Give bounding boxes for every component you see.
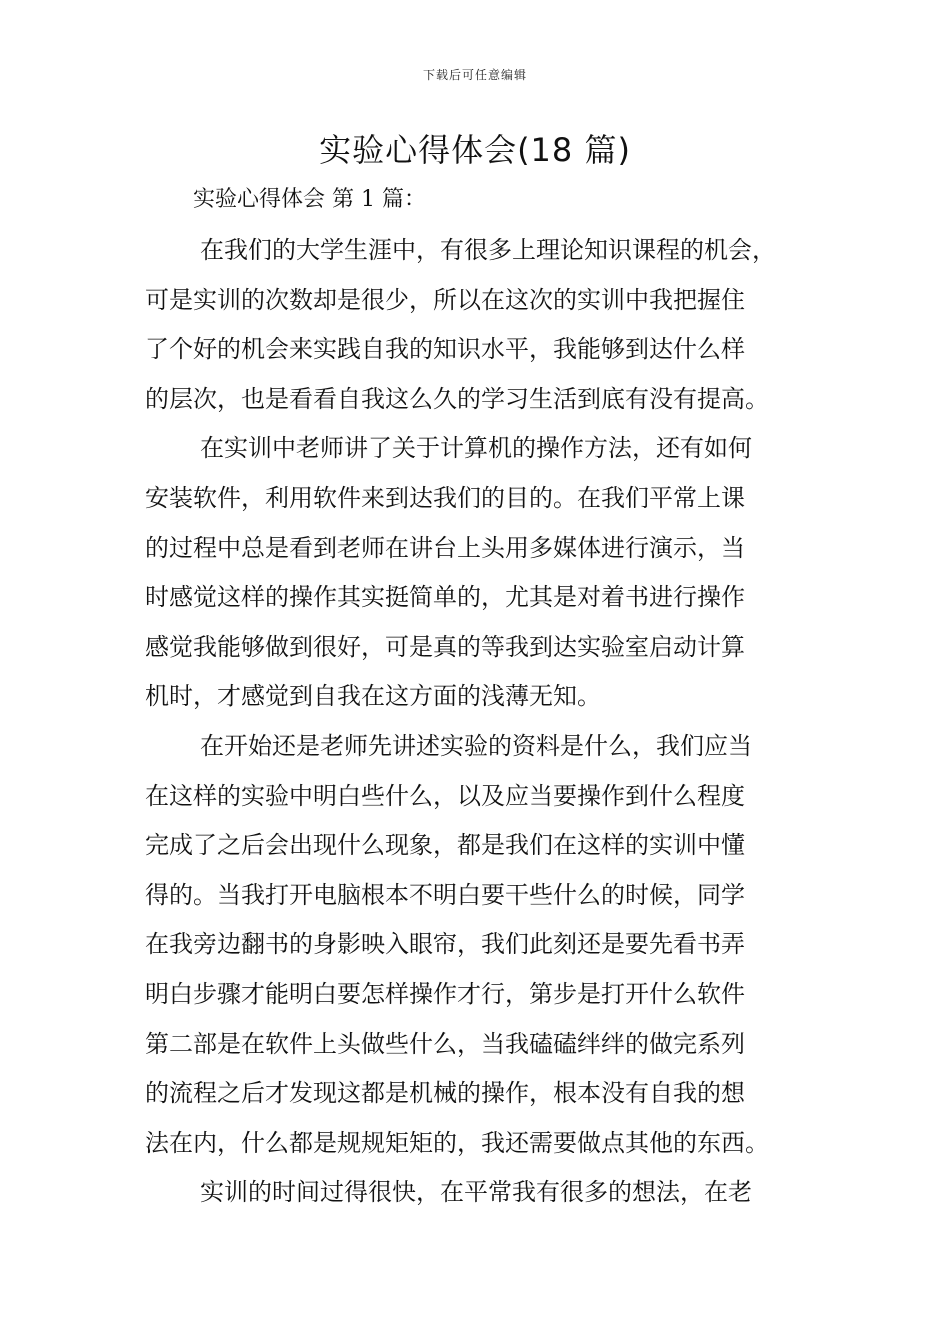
paragraph-line: 在这样的实验中明白些什么，以及应当要操作到什么程度 xyxy=(145,781,745,810)
paragraph-line: 可是实训的次数却是很少，所以在这次的实训中我把握住 xyxy=(145,285,745,314)
paragraph-line: 的层次，也是看看自我这么久的学习生活到底有没有提高。 xyxy=(145,384,769,413)
header-note: 下载后可任意编辑 xyxy=(422,68,527,82)
paragraph-line: 在实训中老师讲了关于计算机的操作方法，还有如何 xyxy=(200,434,752,463)
paragraph-line: 了个好的机会来实践自我的知识水平，我能够到达什么样 xyxy=(145,335,745,364)
paragraph-line: 完成了之后会出现什么现象，都是我们在这样的实训中懂 xyxy=(145,831,745,860)
paragraph-line: 第二部是在软件上头做些什么，当我磕磕绊绊的做完系列 xyxy=(145,1029,745,1058)
document-title: 实验心得体会(18 篇) xyxy=(319,131,631,169)
paragraph-line: 的流程之后才发现这都是机械的操作，根本没有自我的想 xyxy=(145,1079,745,1108)
paragraph-line: 实训的时间过得很快，在平常我有很多的想法，在老 xyxy=(200,1178,752,1207)
paragraph-line: 明白步骤才能明白要怎样操作才行，第步是打开什么软件 xyxy=(145,979,745,1008)
paragraph-line: 得的。当我打开电脑根本不明白要干些什么的时候，同学 xyxy=(145,880,745,909)
paragraph-line: 的过程中总是看到老师在讲台上头用多媒体进行演示，当 xyxy=(145,533,745,562)
paragraph-line: 机时，才感觉到自我在这方面的浅薄无知。 xyxy=(145,682,601,711)
document-body xyxy=(145,226,825,1218)
paragraph-line: 时感觉这样的操作其实挺简单的，尤其是对着书进行操作 xyxy=(145,583,745,612)
paragraph-line: 感觉我能够做到很好，可是真的等我到达实验室启动计算 xyxy=(145,632,745,661)
paragraph-line: 法在内，什么都是规规矩矩的，我还需要做点其他的东西。 xyxy=(145,1128,769,1157)
section-heading: 实验心得体会 第 1 篇： xyxy=(193,187,426,212)
paragraph-line: 安装软件，利用软件来到达我们的目的。在我们平常上课 xyxy=(145,483,745,512)
paragraph-line: 在我旁边翻书的身影映入眼帘，我们此刻还是要先看书弄 xyxy=(145,930,745,959)
paragraph-line: 在开始还是老师先讲述实验的资料是什么，我们应当 xyxy=(200,731,752,760)
paragraph-line: 在我们的大学生涯中，有很多上理论知识课程的机会， xyxy=(200,236,776,264)
